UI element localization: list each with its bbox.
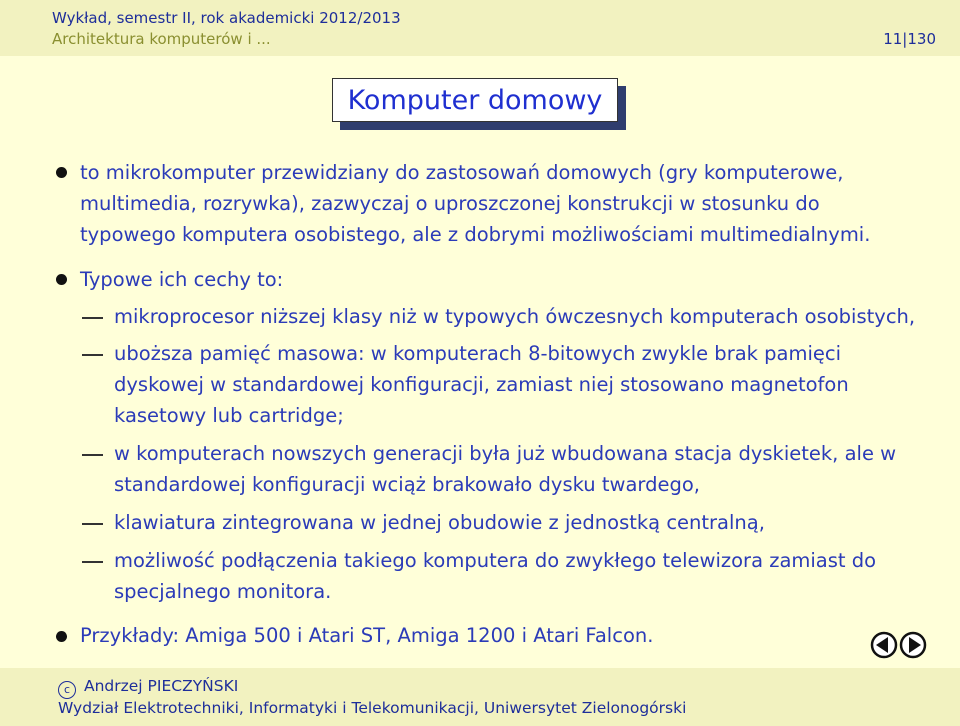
course-title: Architektura komputerów i ... [52, 30, 271, 48]
bullet-icon [56, 167, 67, 178]
author-line [58, 677, 238, 699]
slide-title: Komputer domowy [332, 78, 618, 122]
subitem-text-line: standardowej konfiguracji wciąż brakowało dysku twardego, [114, 473, 700, 496]
author-name: Andrzej PIECZYŃSKI [84, 677, 239, 695]
subitem-text-line: uboższa pamięć masowa: w komputerach 8-bitowych zwykle brak pamięci [114, 342, 842, 365]
subitem-text-line: mikroprocesor niższej klasy niż w typowych ówczesnych komputerach osobistych, [114, 305, 916, 328]
dash-icon [82, 523, 103, 525]
slide-header [0, 0, 960, 56]
page-number: 11|130 [883, 30, 936, 48]
subitem-text-line: dyskowej w standardowej konfiguracji, zamiast niej stosowano magnetofon [114, 373, 849, 396]
slide-navigation [870, 631, 928, 659]
bullet-icon [56, 631, 67, 642]
dash-icon [82, 454, 103, 456]
subitem-text-line: możliwość podłączenia takiego komputera do zwykłego telewizora zamiast do [114, 549, 877, 572]
bullet-text-line: to mikrokomputer przewidziany do zastosowań domowych (gry komputerowe, [80, 161, 844, 184]
faculty-name: Wydział Elektrotechniki, Informatyki i Telekomunikacji, Uniwersytet Zielonogórski [58, 699, 687, 717]
bullet-text-line: multimedia, rozrywka), zazwyczaj o uproszczonej konstrukcji w stosunku do [80, 192, 820, 215]
lecture-title: Wykład, semestr II, rok akademicki 2012/2013 [52, 9, 401, 27]
subitem-text-line: kasetowy lub cartridge; [114, 404, 344, 427]
prev-arrow-icon[interactable] [870, 631, 899, 659]
copyright-icon: c [58, 681, 76, 699]
subitem-text-line: w komputerach nowszych generacji była już wbudowana stacja dyskietek, ale w [114, 442, 897, 465]
next-arrow-icon[interactable] [899, 631, 928, 659]
bullet-icon [56, 274, 67, 285]
slide-footer [0, 668, 960, 726]
slide-title-box [332, 78, 618, 122]
dash-icon [82, 317, 103, 319]
dash-icon [82, 561, 103, 563]
bullet-text: Typowe ich cechy to: [80, 268, 284, 291]
bullet-text: Przykłady: Amiga 500 i Atari ST, Amiga 1200 i Atari Falcon. [80, 624, 654, 647]
subitem-text-line: specjalnego monitora. [114, 580, 332, 603]
dash-icon [82, 354, 103, 356]
subitem-text-line: klawiatura zintegrowana w jednej obudowie z jednostką centralną, [114, 511, 765, 534]
bullet-text-line: typowego komputera osobistego, ale z dobrymi możliwościami multimedialnymi. [80, 223, 871, 246]
